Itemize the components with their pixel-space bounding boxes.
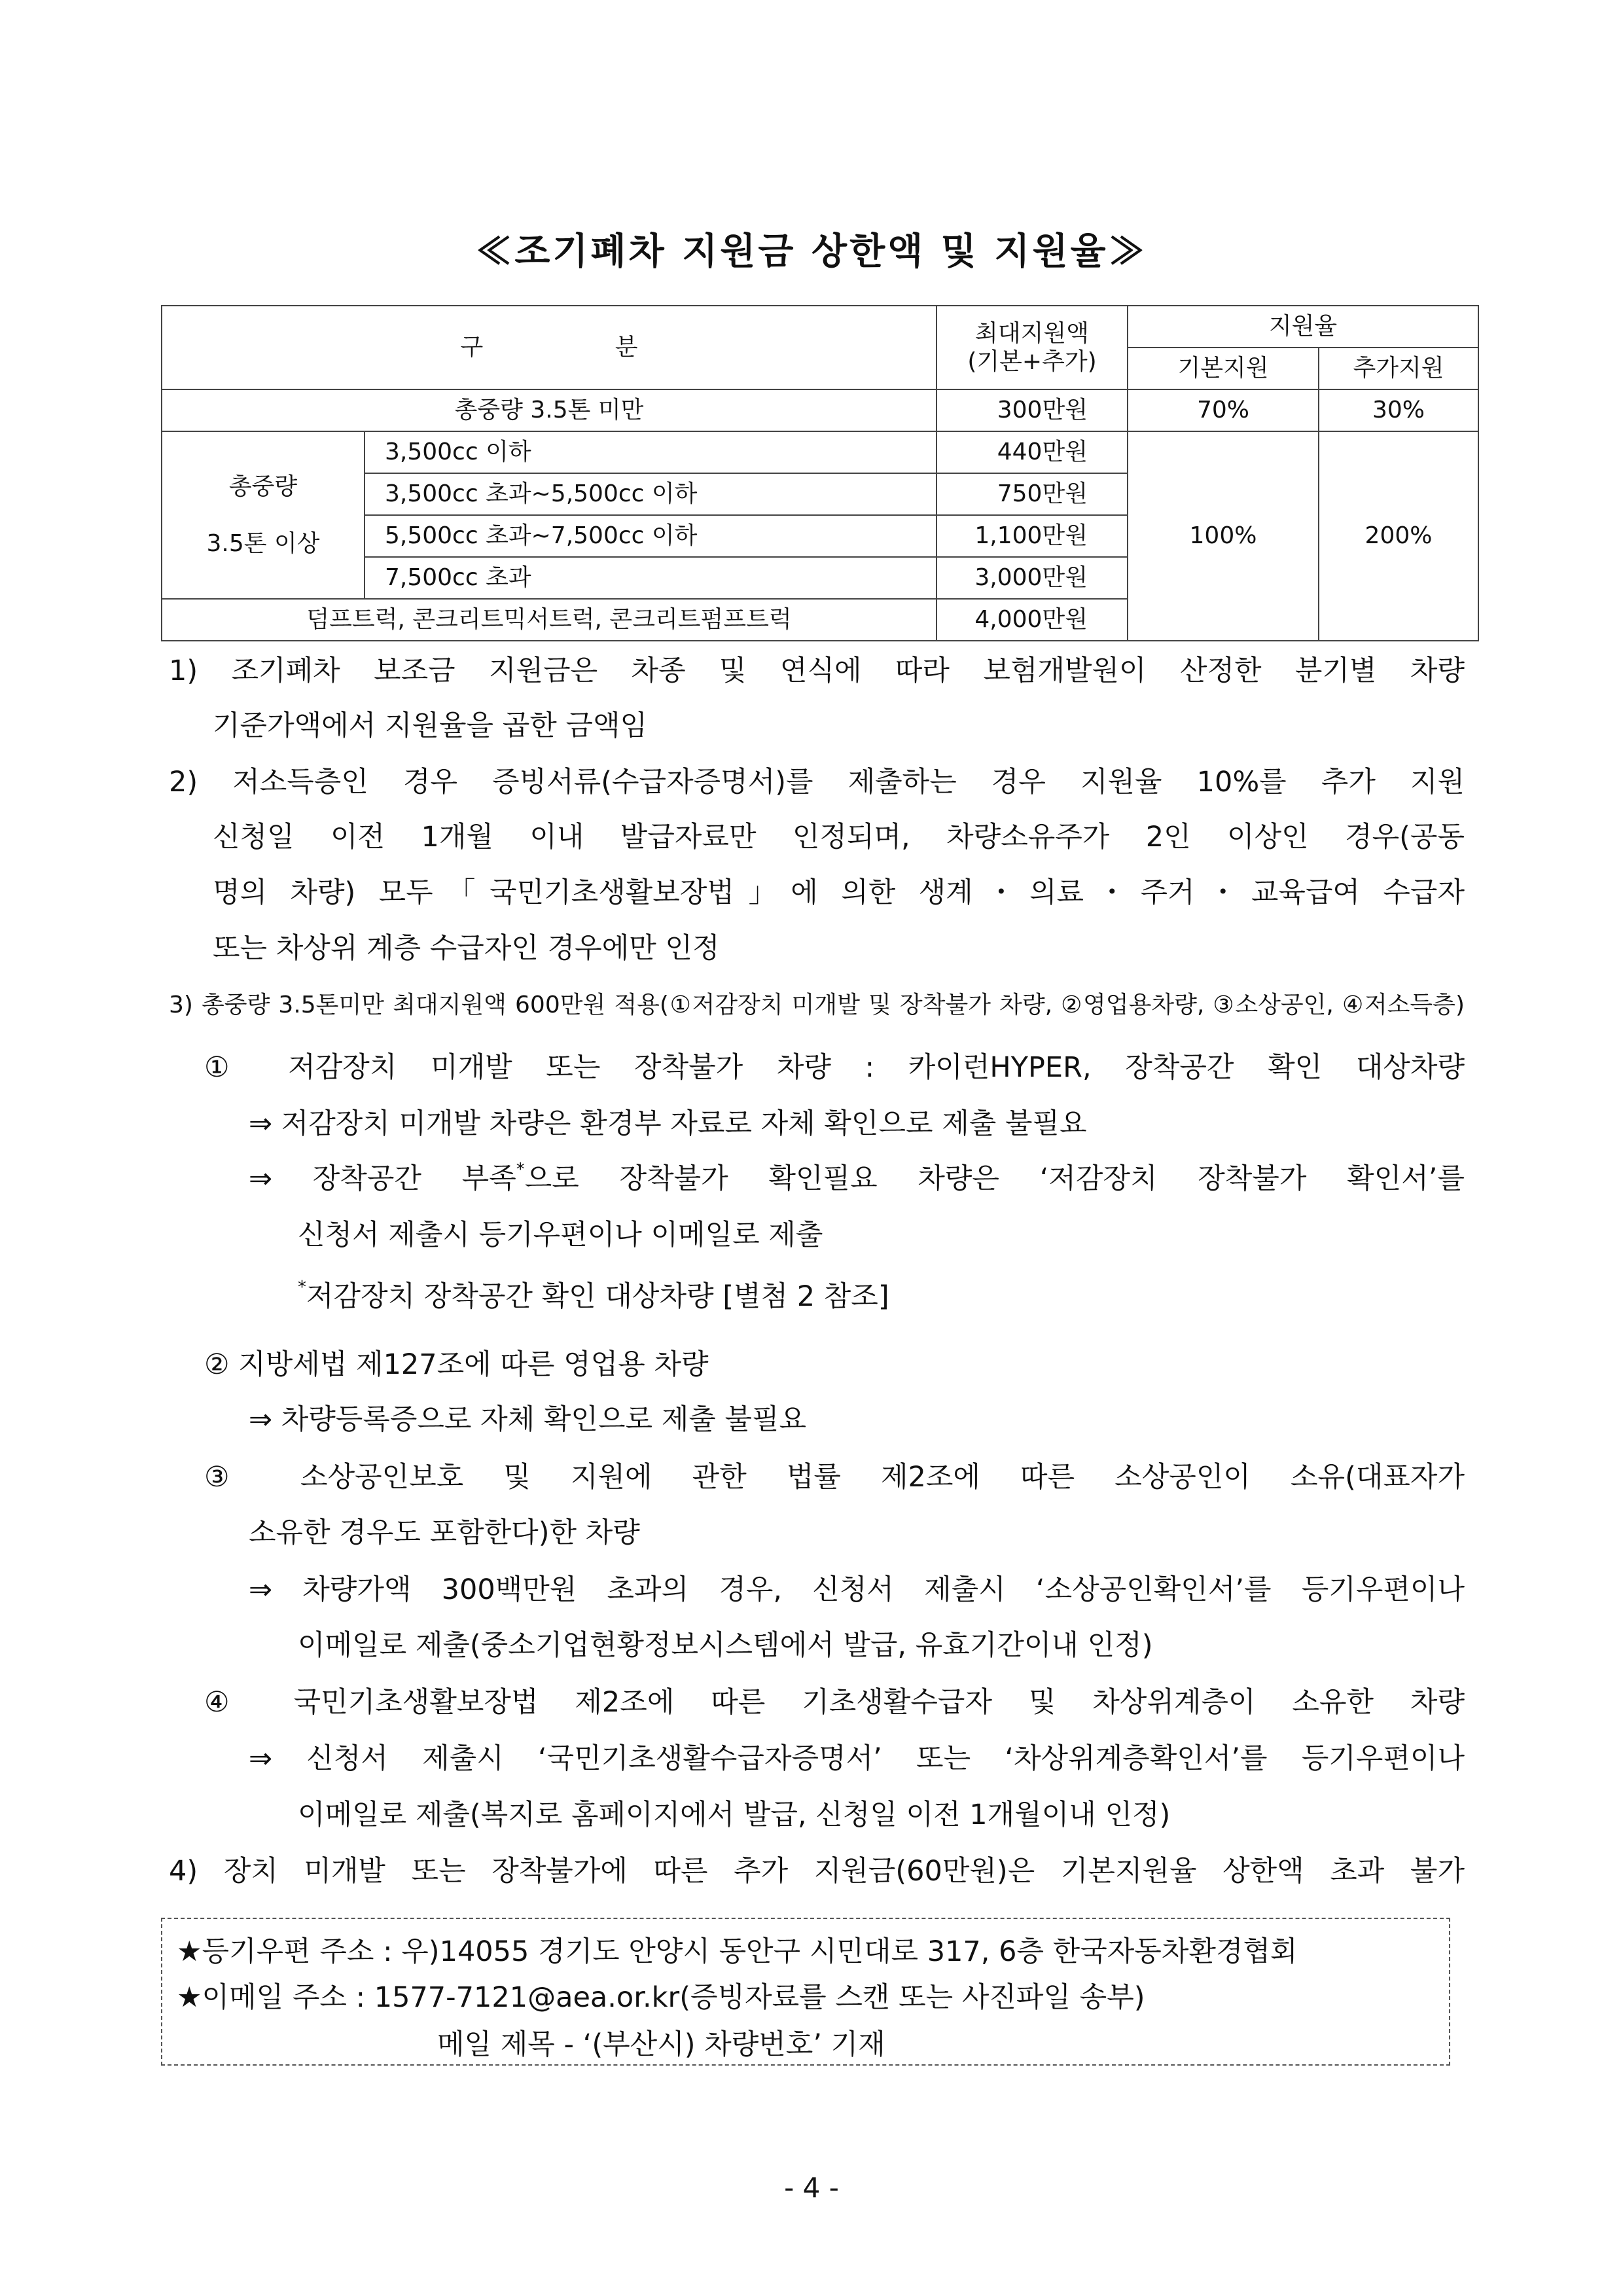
note-2-line-3: 명의 차량) 모두「국민기초생활보장법」에 의한 생계・의료・주거・교육급여 수급자: [213, 876, 1465, 909]
header-support-rate: 지원율: [1128, 306, 1478, 348]
row-label: 5,500cc 초과~7,500cc 이하: [365, 515, 936, 557]
row-max: 1,100만원: [936, 515, 1128, 557]
note-2-line-4: 또는 차상위 계층 수급자인 경우에만 인정: [213, 932, 720, 965]
over-group-label: 총중량 3.5톤 이상: [162, 431, 365, 599]
header-basic-support: 기본지원: [1128, 348, 1319, 389]
header-max-support: 최대지원액 (기본+추가): [936, 306, 1128, 389]
over-extra-rate: 200%: [1319, 431, 1478, 641]
note-2-line-2: 신청일 이전 1개월 이내 발급자료만 인정되며, 차량소유주가 2인 이상인 경우(공동: [213, 821, 1465, 853]
row-label: 덤프트럭, 콘크리트믹서트럭, 콘크리트펌프트럭: [162, 599, 936, 641]
case-3-arrow-1-cont: 이메일로 제출(중소기업현황정보시스템에서 발급, 유효기간이내 인정): [298, 1629, 1153, 1662]
case-3-title-cont: 소유한 경우도 포함한다)한 차량: [249, 1516, 640, 1549]
row-max: 4,000만원: [936, 599, 1128, 641]
table-row: [162, 431, 1478, 473]
case-1-arrow-2: ⇒ 장착공간 부족*으로 장착불가 확인필요 차량은 ‘저감장치 장착불가 확인서’를: [249, 1160, 1465, 1195]
row-max: 750만원: [936, 473, 1128, 515]
row-max: 3,000만원: [936, 557, 1128, 599]
submission-info-box: [161, 1918, 1450, 2066]
case-4-title: ④ 국민기초생활보장법 제2조에 따른 기초생활수급자 및 차상위계층이 소유한 차량: [204, 1686, 1465, 1719]
case-3-title: ③ 소상공인보호 및 지원에 관한 법률 제2조에 따른 소상공인이 소유(대표자가: [204, 1461, 1465, 1494]
email-address: ★이메일 주소 : 1577-7121@aea.or.kr(증빙자료를 스캔 또는 사진파일 송부): [177, 1981, 1145, 2014]
email-subject-note: 메일 제목 - ‘(부산시) 차량번호’ 기재: [437, 2028, 885, 2061]
header-category: 구 분: [162, 306, 936, 389]
row-extra-rate: 30%: [1319, 389, 1478, 431]
row-label: 7,500cc 초과: [365, 557, 936, 599]
case-1-footnote: *저감장치 장착공간 확인 대상차량 [별첨 2 참조]: [298, 1278, 889, 1313]
page-number: - 4 -: [784, 2172, 839, 2204]
row-label: 총중량 3.5톤 미만: [162, 389, 936, 431]
table-row: [162, 389, 1478, 431]
header-extra-support: 추가지원: [1319, 348, 1478, 389]
case-4-arrow-1: ⇒ 신청서 제출시 ‘국민기초생활수급자증명서’ 또는 ‘차상위계층확인서’를 등기우편이나: [249, 1742, 1465, 1775]
case-2-arrow-1: ⇒ 차량등록증으로 자체 확인으로 제출 불필요: [249, 1403, 807, 1436]
note-1-line-1: 1) 조기폐차 보조금 지원금은 차종 및 연식에 따라 보험개발원이 산정한 분기별 차량: [169, 655, 1465, 687]
mail-address: ★등기우편 주소 : 우)14055 경기도 안양시 동안구 시민대로 317, 6층 한국자동차환경협회: [177, 1935, 1298, 1968]
row-label: 3,500cc 이하: [365, 431, 936, 473]
case-1-arrow-2-cont: 신청서 제출시 등기우편이나 이메일로 제출: [298, 1219, 823, 1251]
row-max: 440만원: [936, 431, 1128, 473]
subsidy-table: [161, 305, 1479, 641]
page-title: ≪조기폐차 지원금 상한액 및 지원율≫: [475, 230, 1148, 273]
note-3-line-1: 3) 총중량 3.5톤미만 최대지원액 600만원 적용(①저감장치 미개발 및 장착불가 차량, ②영업용차량, ③소상공인, ④저소득층): [169, 992, 1465, 1018]
case-1-arrow-1: ⇒ 저감장치 미개발 차량은 환경부 자료로 자체 확인으로 제출 불필요: [249, 1107, 1087, 1140]
over-basic-rate: 100%: [1128, 431, 1319, 641]
row-max: 300만원: [936, 389, 1128, 431]
case-2-title: ② 지방세법 제127조에 따른 영업용 차량: [204, 1348, 709, 1381]
case-3-arrow-1: ⇒ 차량가액 300백만원 초과의 경우, 신청서 제출시 ‘소상공인확인서’를 등기우편이나: [249, 1573, 1465, 1606]
row-label: 3,500cc 초과~5,500cc 이하: [365, 473, 936, 515]
row-basic-rate: 70%: [1128, 389, 1319, 431]
case-4-arrow-1-cont: 이메일로 제출(복지로 홈페이지에서 발급, 신청일 이전 1개월이내 인정): [298, 1799, 1171, 1831]
note-1-line-2: 기준가액에서 지원율을 곱한 금액임: [213, 709, 648, 742]
note-2-line-1: 2) 저소득층인 경우 증빙서류(수급자증명서)를 제출하는 경우 지원율 10%를 추가 지원: [169, 766, 1465, 798]
case-1-title: ① 저감장치 미개발 또는 장착불가 차량 : 카이런HYPER, 장착공간 확인 대상차량: [204, 1051, 1465, 1084]
note-4-line-1: 4) 장치 미개발 또는 장착불가에 따른 추가 지원금(60만원)은 기본지원율 상한액 초과 불가: [169, 1855, 1465, 1888]
